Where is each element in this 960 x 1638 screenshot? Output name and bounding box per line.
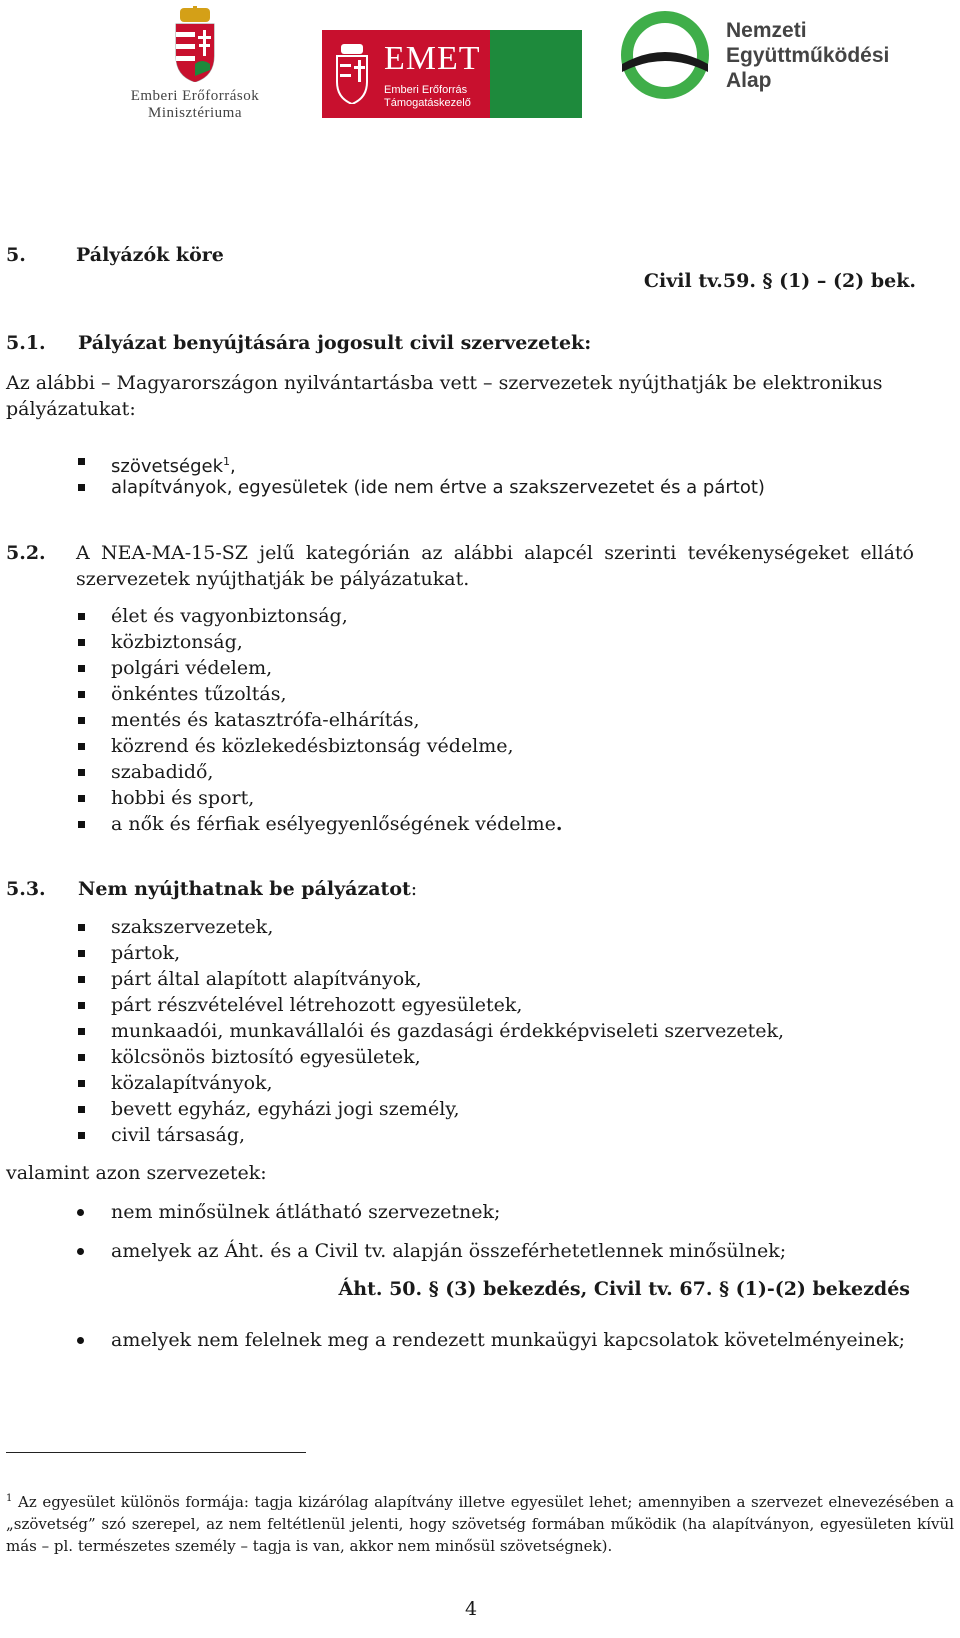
list-item: élet és vagyonbiztonság, [111, 605, 348, 627]
footnote-separator [6, 1452, 306, 1453]
list-item: nem minősülnek átlátható szervezetnek; [111, 1201, 501, 1223]
emet-logo-sub1: Emberi Erőforrás [384, 84, 468, 96]
emmi-logo-line2: Minisztériuma [148, 105, 242, 121]
section-legal-ref: Civil tv.59. § (1) – (2) bek. [643, 270, 916, 292]
square-bullet-icon [78, 1028, 85, 1035]
square-bullet-icon [78, 665, 85, 672]
list-item: a nők és férfiak esélyegyenlőségének védelme. [111, 813, 563, 835]
list-item: amelyek nem felelnek meg a rendezett munkaügyi kapcsolatok követelményeinek; [111, 1329, 906, 1351]
crest-icon [334, 44, 370, 104]
square-bullet-icon [78, 1080, 85, 1087]
square-bullet-icon [78, 950, 85, 957]
list-item: közrend és közlekedésbiztonság védelme, [111, 735, 514, 757]
nea-logo [620, 10, 940, 100]
square-bullet-icon [78, 1132, 85, 1139]
square-bullet-icon [78, 639, 85, 646]
square-bullet-icon [78, 821, 85, 828]
square-bullet-icon [78, 613, 85, 620]
nea-logo-line1: Nemzeti [726, 19, 807, 42]
footnote-marker: 1 [6, 1493, 13, 1504]
round-bullet-icon [77, 1337, 84, 1344]
list-item: kölcsönös biztosító egyesületek, [111, 1046, 421, 1068]
list-item: bevett egyház, egyházi jogi személy, [111, 1098, 460, 1120]
section-number: 5. [6, 244, 26, 266]
nea-circle-icon [620, 10, 710, 100]
subsection-5-1-number: 5.1. [6, 332, 46, 354]
also-text: valamint azon szervezetek: [6, 1162, 267, 1184]
list-item: civil társaság, [111, 1124, 246, 1146]
subsection-5-3-number: 5.3. [6, 878, 46, 900]
list-item: munkaadói, munkavállalói és gazdasági érdekképviseleti szervezetek, [111, 1020, 785, 1042]
subsection-5-2-text: A NEA-MA-15-SZ jelű kategórián az alábbi alapcél szerinti tevékenységeket ellátó [76, 542, 914, 564]
list-item: pártok, [111, 942, 181, 964]
list-item: párt részvételével létrehozott egyesületek, [111, 994, 523, 1016]
legal-ref: Áht. 50. § (3) bekezdés, Civil tv. 67. § (1)-(2) bekezdés [338, 1278, 910, 1300]
list-item: közbiztonság, [111, 631, 243, 653]
emmi-logo-line1: Emberi Erőforrások [130, 88, 260, 104]
list-item: párt által alapított alapítványok, [111, 968, 422, 990]
square-bullet-icon [78, 484, 85, 491]
subsection-5-1-intro: Az alábbi – Magyarországon nyilvántartásba vett – szervezetek nyújthatják be elektronikus [6, 372, 883, 394]
section-title: Pályázók köre [76, 244, 224, 266]
list-item: alapítványok, egyesületek (ide nem értve a szakszervezetet és a pártot) [111, 477, 765, 498]
footnote-ref: 1 [223, 455, 230, 468]
list-item: hobbi és sport, [111, 787, 255, 809]
square-bullet-icon [78, 976, 85, 983]
square-bullet-icon [78, 1002, 85, 1009]
list-item: mentés és katasztrófa-elhárítás, [111, 709, 420, 731]
page-number: 4 [465, 1598, 478, 1620]
square-bullet-icon [78, 717, 85, 724]
list-item: önkéntes tűzoltás, [111, 683, 287, 705]
list-item: amelyek az Áht. és a Civil tv. alapján összeférhetetlennek minősülnek; [111, 1240, 787, 1262]
subsection-5-2-text-cont: szervezetek nyújthatják be pályázatukat. [76, 568, 470, 590]
emmi-logo [110, 6, 280, 121]
square-bullet-icon [78, 1054, 85, 1061]
subsection-5-3-title: Nem nyújthatnak be pályázatot: [78, 878, 418, 900]
list-item: szabadidő, [111, 761, 214, 783]
emet-logo [322, 30, 582, 118]
square-bullet-icon [78, 691, 85, 698]
footnote [6, 1488, 954, 1557]
square-bullet-icon [78, 1106, 85, 1113]
square-bullet-icon [78, 924, 85, 931]
round-bullet-icon [77, 1248, 84, 1255]
nea-logo-line2: Együttműködési [726, 44, 890, 67]
hungarian-crest-icon [172, 6, 218, 82]
square-bullet-icon [78, 769, 85, 776]
subsection-5-2-number: 5.2. [6, 542, 46, 564]
square-bullet-icon [78, 458, 85, 465]
footnote-text: Az egyesület különös formája: tagja kizárólag alapítvány illetve egyesület lehet; amennyiben a szervezet elnevezésében a „szövetség” szó szerepel, az nem feltétlenül jelenti, hogy szövetség formában működik (ha alapítványon, egyesületen kívül más – pl. természetes személy – tagja is van, akkor nem minősül szövetségnek). [6, 1493, 954, 1555]
list-item: közalapítványok, [111, 1072, 273, 1094]
round-bullet-icon [77, 1209, 84, 1216]
emet-logo-name: EMET [384, 40, 481, 77]
nea-logo-line3: Alap [726, 69, 772, 92]
subsection-5-1-intro-cont: pályázatukat: [6, 398, 136, 420]
subsection-5-1-title: Pályázat benyújtására jogosult civil szervezetek: [78, 332, 592, 354]
square-bullet-icon [78, 795, 85, 802]
list-item: szövetségek$^1$, [111, 455, 236, 477]
emet-logo-sub2: Támogatáskezelő [384, 97, 471, 109]
list-item: szakszervezetek, [111, 916, 274, 938]
list-item: polgári védelem, [111, 657, 273, 679]
square-bullet-icon [78, 743, 85, 750]
